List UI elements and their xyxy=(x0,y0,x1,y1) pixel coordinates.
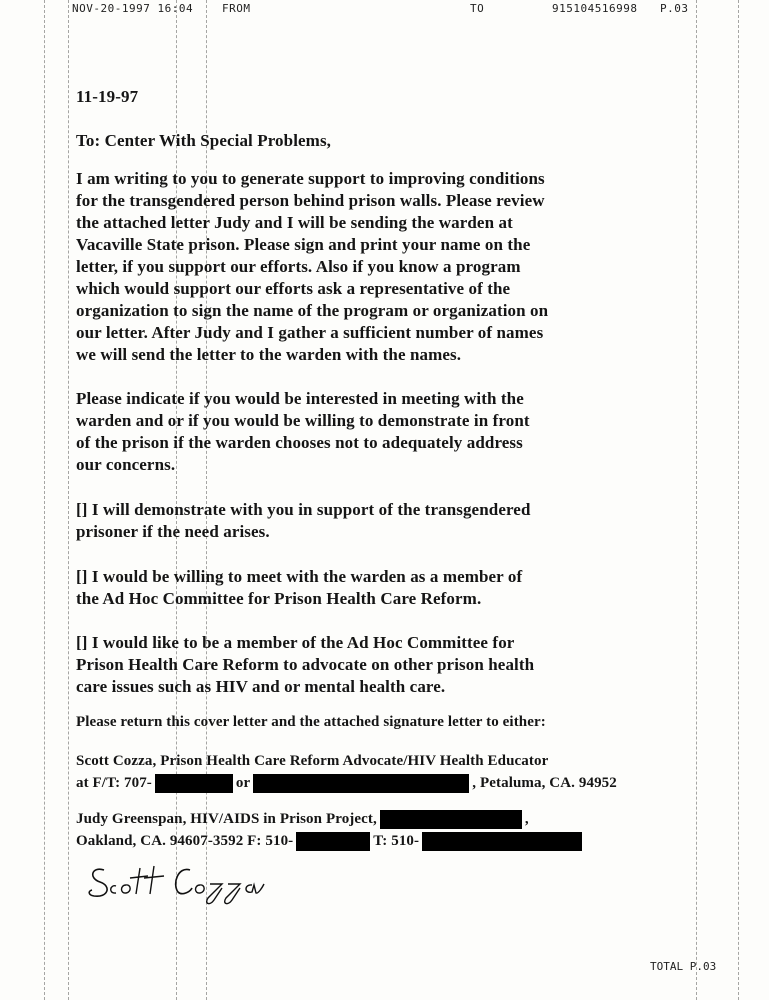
letter-date: 11-19-97 xyxy=(76,87,139,106)
handwritten-signature xyxy=(82,858,272,908)
fax-from-label: FROM xyxy=(222,2,251,15)
redaction-box xyxy=(380,810,522,829)
option-demonstrate: [] I will demonstrate with you in support of the transgendered prisoner if the need arises. xyxy=(76,500,531,541)
fax-total-pages: TOTAL P.03 xyxy=(650,960,717,973)
redaction-box xyxy=(422,832,582,851)
paragraph-2: Please indicate if you would be interested in meeting with the warden and or if you would be willing to demonstrate in front of the prison if the warden chooses not to adequately address our concerns. xyxy=(76,389,530,474)
redaction-box xyxy=(155,774,233,793)
option-meet-warden: [] I would be willing to meet with the warden as a member of the Ad Hoc Committee for Prison Health Care Reform. xyxy=(76,567,523,608)
contact-judy: Judy Greenspan, HIV/AIDS in Prison Project, , Oakland, CA. 94607-3592 F: 510- T: 510- xyxy=(76,808,585,852)
scan-line xyxy=(68,0,70,1000)
fax-page-number: P.03 xyxy=(660,2,689,15)
contact-scott: Scott Cozza, Prison Health Care Reform Advocate/HIV Health Educator at F/T: 707- or , Petaluma, CA. 94952 xyxy=(76,750,617,794)
fax-number: 915104516998 xyxy=(552,2,638,15)
fax-date-time: NOV-20-1997 16:04 xyxy=(72,2,194,15)
paragraph-1: I am writing to you to generate support to improving conditions for the transgendered person behind prison walls. Please review the attached letter Judy and I will be sending the warden at Vacaville State prison. Please sign and print your name on the letter, if you support our efforts. Also if you know a program which would support our efforts ask a representative of the organization to sign the name of the program or organization on our letter. After Judy and I gather a sufficient number of names we will send the letter to the warden with the names. xyxy=(76,169,549,364)
return-instruction: Please return this cover letter and the attached signature letter to either: xyxy=(76,714,546,730)
redaction-box xyxy=(253,774,469,793)
scan-line xyxy=(696,0,698,1000)
scan-line xyxy=(44,0,46,1000)
option-committee-member: [] I would like to be a member of the Ad Hoc Committee for Prison Health Care Reform to advocate on other prison health care issues such as HIV and or mental health care. xyxy=(76,633,535,696)
redaction-box xyxy=(296,832,370,851)
fax-to-label: TO xyxy=(470,2,485,15)
salutation: To: Center With Special Problems, xyxy=(76,131,332,150)
scan-line xyxy=(738,0,740,1000)
